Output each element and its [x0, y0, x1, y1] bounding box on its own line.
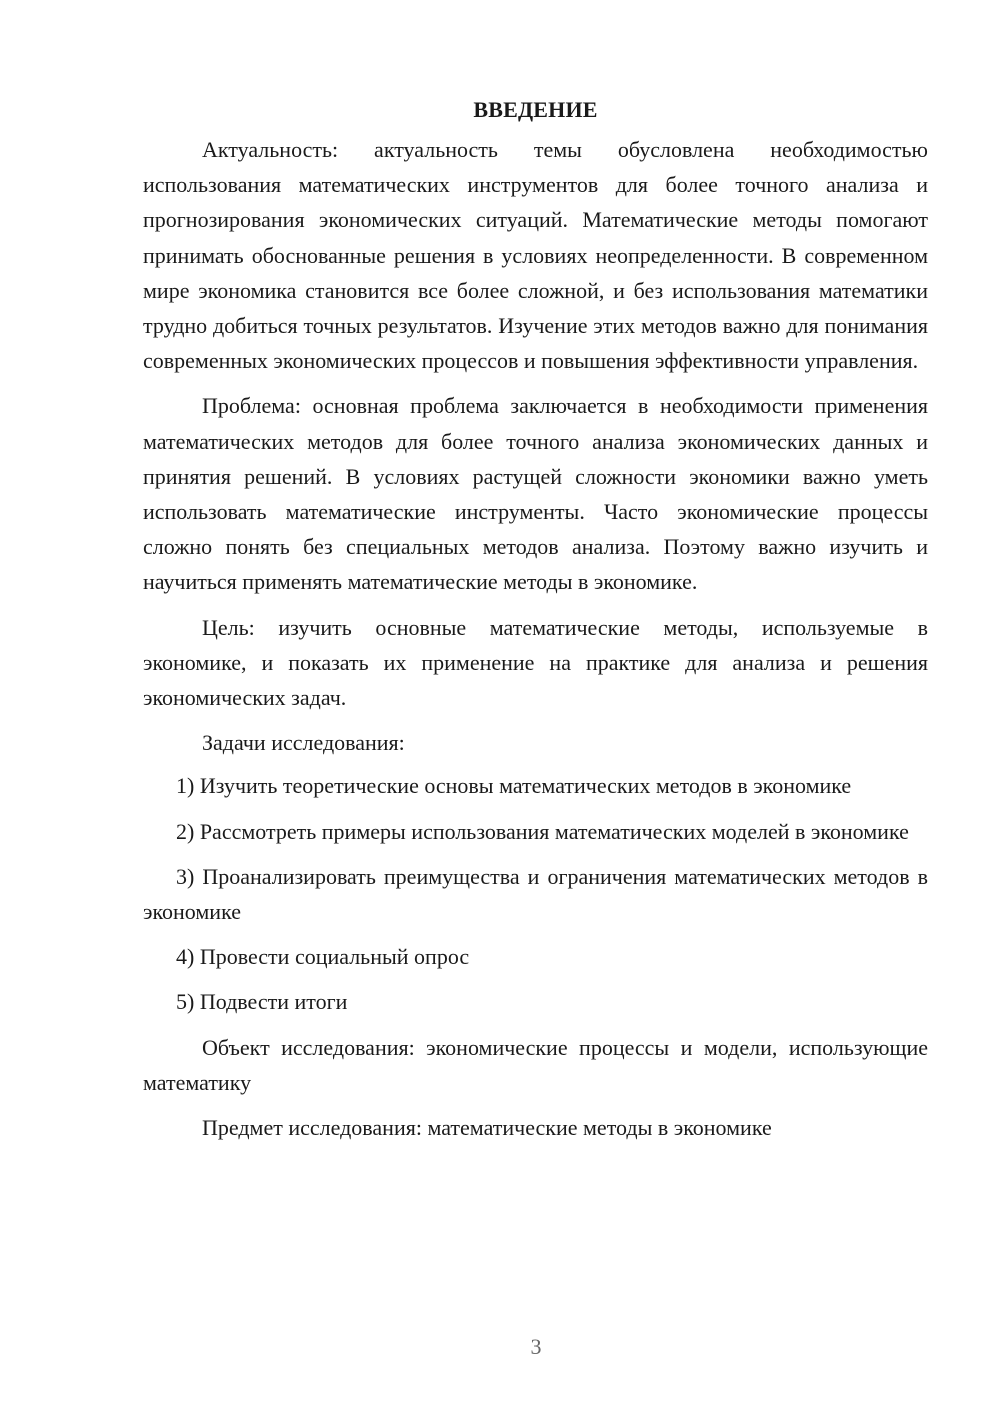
goal-paragraph: Цель: изучить основные математические методы, используемые в экономике, и показать их применение на практике для анализа и решения экономических задач.	[143, 614, 928, 711]
relevance-paragraph: Актуальность: актуальность темы обусловлена необходимостью использования математических инструментов для более точного анализа и прогнозирования экономических ситуаций. Математические методы помогают принимать обоснованные решения в условиях неопределенности. В современном мире экономика становится все более сложной, и без использования математики трудно добиться точных результатов. Изучение этих методов важно для понимания современных экономических процессов и повышения эффективности управления.	[143, 137, 928, 374]
page-number: 3	[530, 1334, 542, 1359]
document-page	[143, 88, 928, 1155]
tasks-heading: Задачи исследования:	[202, 730, 405, 756]
tasks-list	[143, 768, 928, 1019]
problem-paragraph: Проблема: основная проблема заключается в необходимости применения математических методов для более точного анализа экономических данных и принятия решений. В условиях растущей сложности экономики важно уметь использовать математические инструменты. Часто экономические процессы сложно понять без специальных методов анализа. Поэтому важно изучить и научиться применять математические методы в экономике.	[143, 393, 928, 595]
subject-paragraph: Предмет исследования: математические методы в экономике	[202, 1115, 772, 1141]
list-item: 4) Провести социальный опрос	[176, 944, 470, 970]
list-item: 3) Проанализировать преимущества и ограничения математических методов в экономике	[143, 863, 928, 925]
list-item: 1) Изучить теоретические основы математических методов в экономике	[176, 773, 852, 799]
section-heading: ВВЕДЕНИЕ	[473, 97, 598, 122]
list-item: 2) Рассмотреть примеры использования математических моделей в экономике	[176, 818, 909, 844]
list-item: 5) Подвести итоги	[176, 989, 348, 1015]
object-paragraph: Объект исследования: экономические процессы и модели, использующие математику	[143, 1034, 928, 1095]
